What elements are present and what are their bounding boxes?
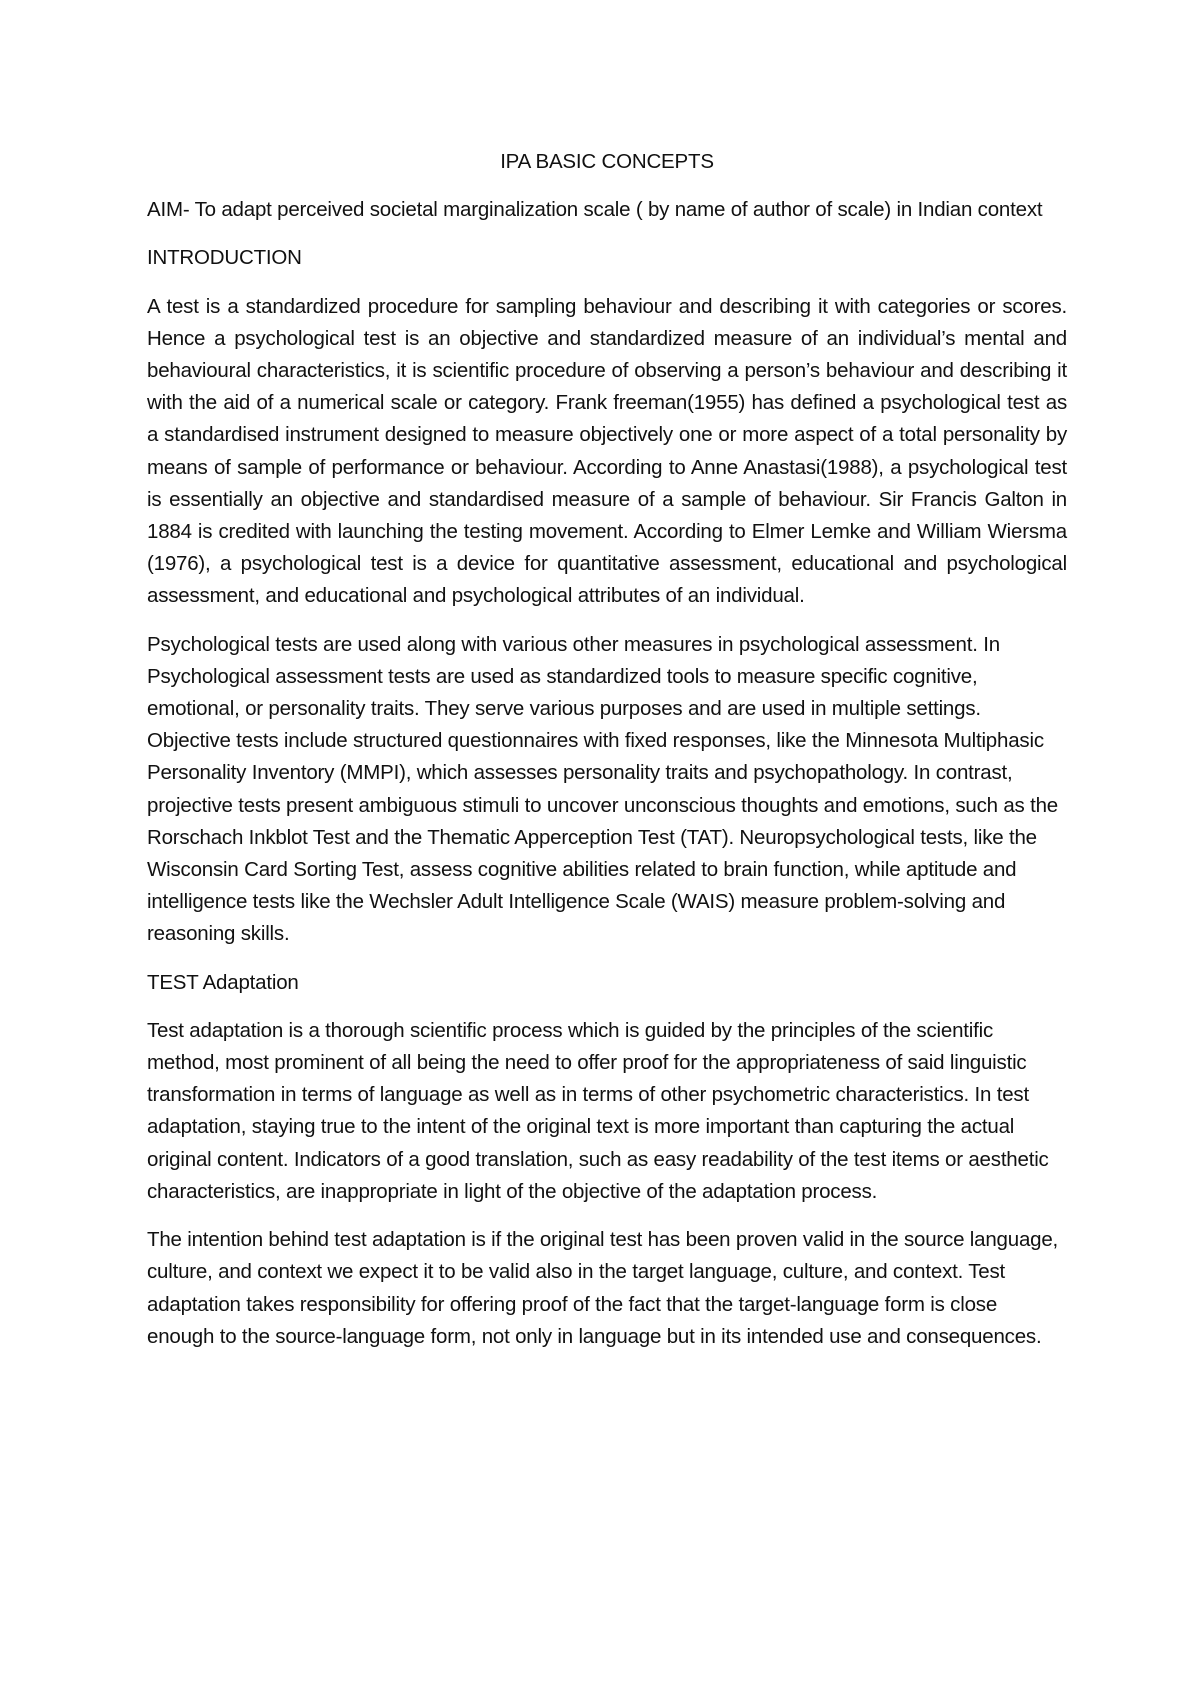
document-body [147, 146, 1067, 1369]
introduction-heading: INTRODUCTION [147, 246, 302, 270]
introduction-paragraph-1: A test is a standardized procedure for sampling behaviour and describing it with categories or scores. Hence a psychological test is an objective and standardized measure of an individual’s mental and behavioural characteristics, it is scientific procedure of observing a person’s behaviour and describing it with the aid of a numerical scale or category. Frank freeman(1955) has defined a psychological test as a standardised instrument designed to measure objectively one or more aspect of a total personality by means of sample of performance or behaviour. According to Anne Anastasi(1988), a psychological test is essentially an objective and standardised measure of a sample of behaviour. Sir Francis Galton in 1884 is credited with launching the testing movement. According to Elmer Lemke and William Wiersma (1976), a psychological test is a device for quantitative assessment, educational and psychological assessment, and educational and psychological attributes of an individual. [147, 294, 1067, 608]
test-adaptation-paragraph-1: Test adaptation is a thorough scientific process which is guided by the principles of the scientific method, most prominent of all being the need to offer proof for the appropriateness of said linguistic transformation in terms of language as well as in terms of other psychometric characteristics. In test adaptation, staying true to the intent of the original text is more important than capturing the actual original content. Indicators of a good translation, such as easy readability of the test items or aesthetic characteristics, are inappropriate in light of the objective of the adaptation process. [147, 1018, 1049, 1203]
aim-paragraph: AIM- To adapt perceived societal marginalization scale ( by name of author of scale) in Indian context [147, 198, 1043, 222]
introduction-paragraph-2: Psychological tests are used along with various other measures in psychological assessment. In Psychological assessment tests are used as standardized tools to measure specific cognitive, emotional, or personality traits. They serve various purposes and are used in multiple settings. Objective tests include structured questionnaires with fixed responses, like the Minnesota Multiphasic Personality Inventory (MMPI), which assesses personality traits and psychopathology. In contrast, projective tests present ambiguous stimuli to uncover unconscious thoughts and emotions, such as the Rorschach Inkblot Test and the Thematic Apperception Test (TAT). Neuropsychological tests, like the Wisconsin Card Sorting Test, assess cognitive abilities related to brain function, while aptitude and intelligence tests like the Wechsler Adult Intelligence Scale (WAIS) measure problem-solving and reasoning skills. [147, 632, 1058, 946]
document-title: IPA BASIC CONCEPTS [500, 150, 714, 173]
test-adaptation-paragraph-2: The intention behind test adaptation is if the original test has been proven valid in the source language, culture, and context we expect it to be valid also in the target language, culture, and context. Test adaptation takes responsibility for offering proof of the fact that the target-language form is close enough to the source-language form, not only in language but in its intended use and consequences. [147, 1228, 1059, 1348]
test-adaptation-heading: TEST Adaptation [147, 970, 299, 994]
